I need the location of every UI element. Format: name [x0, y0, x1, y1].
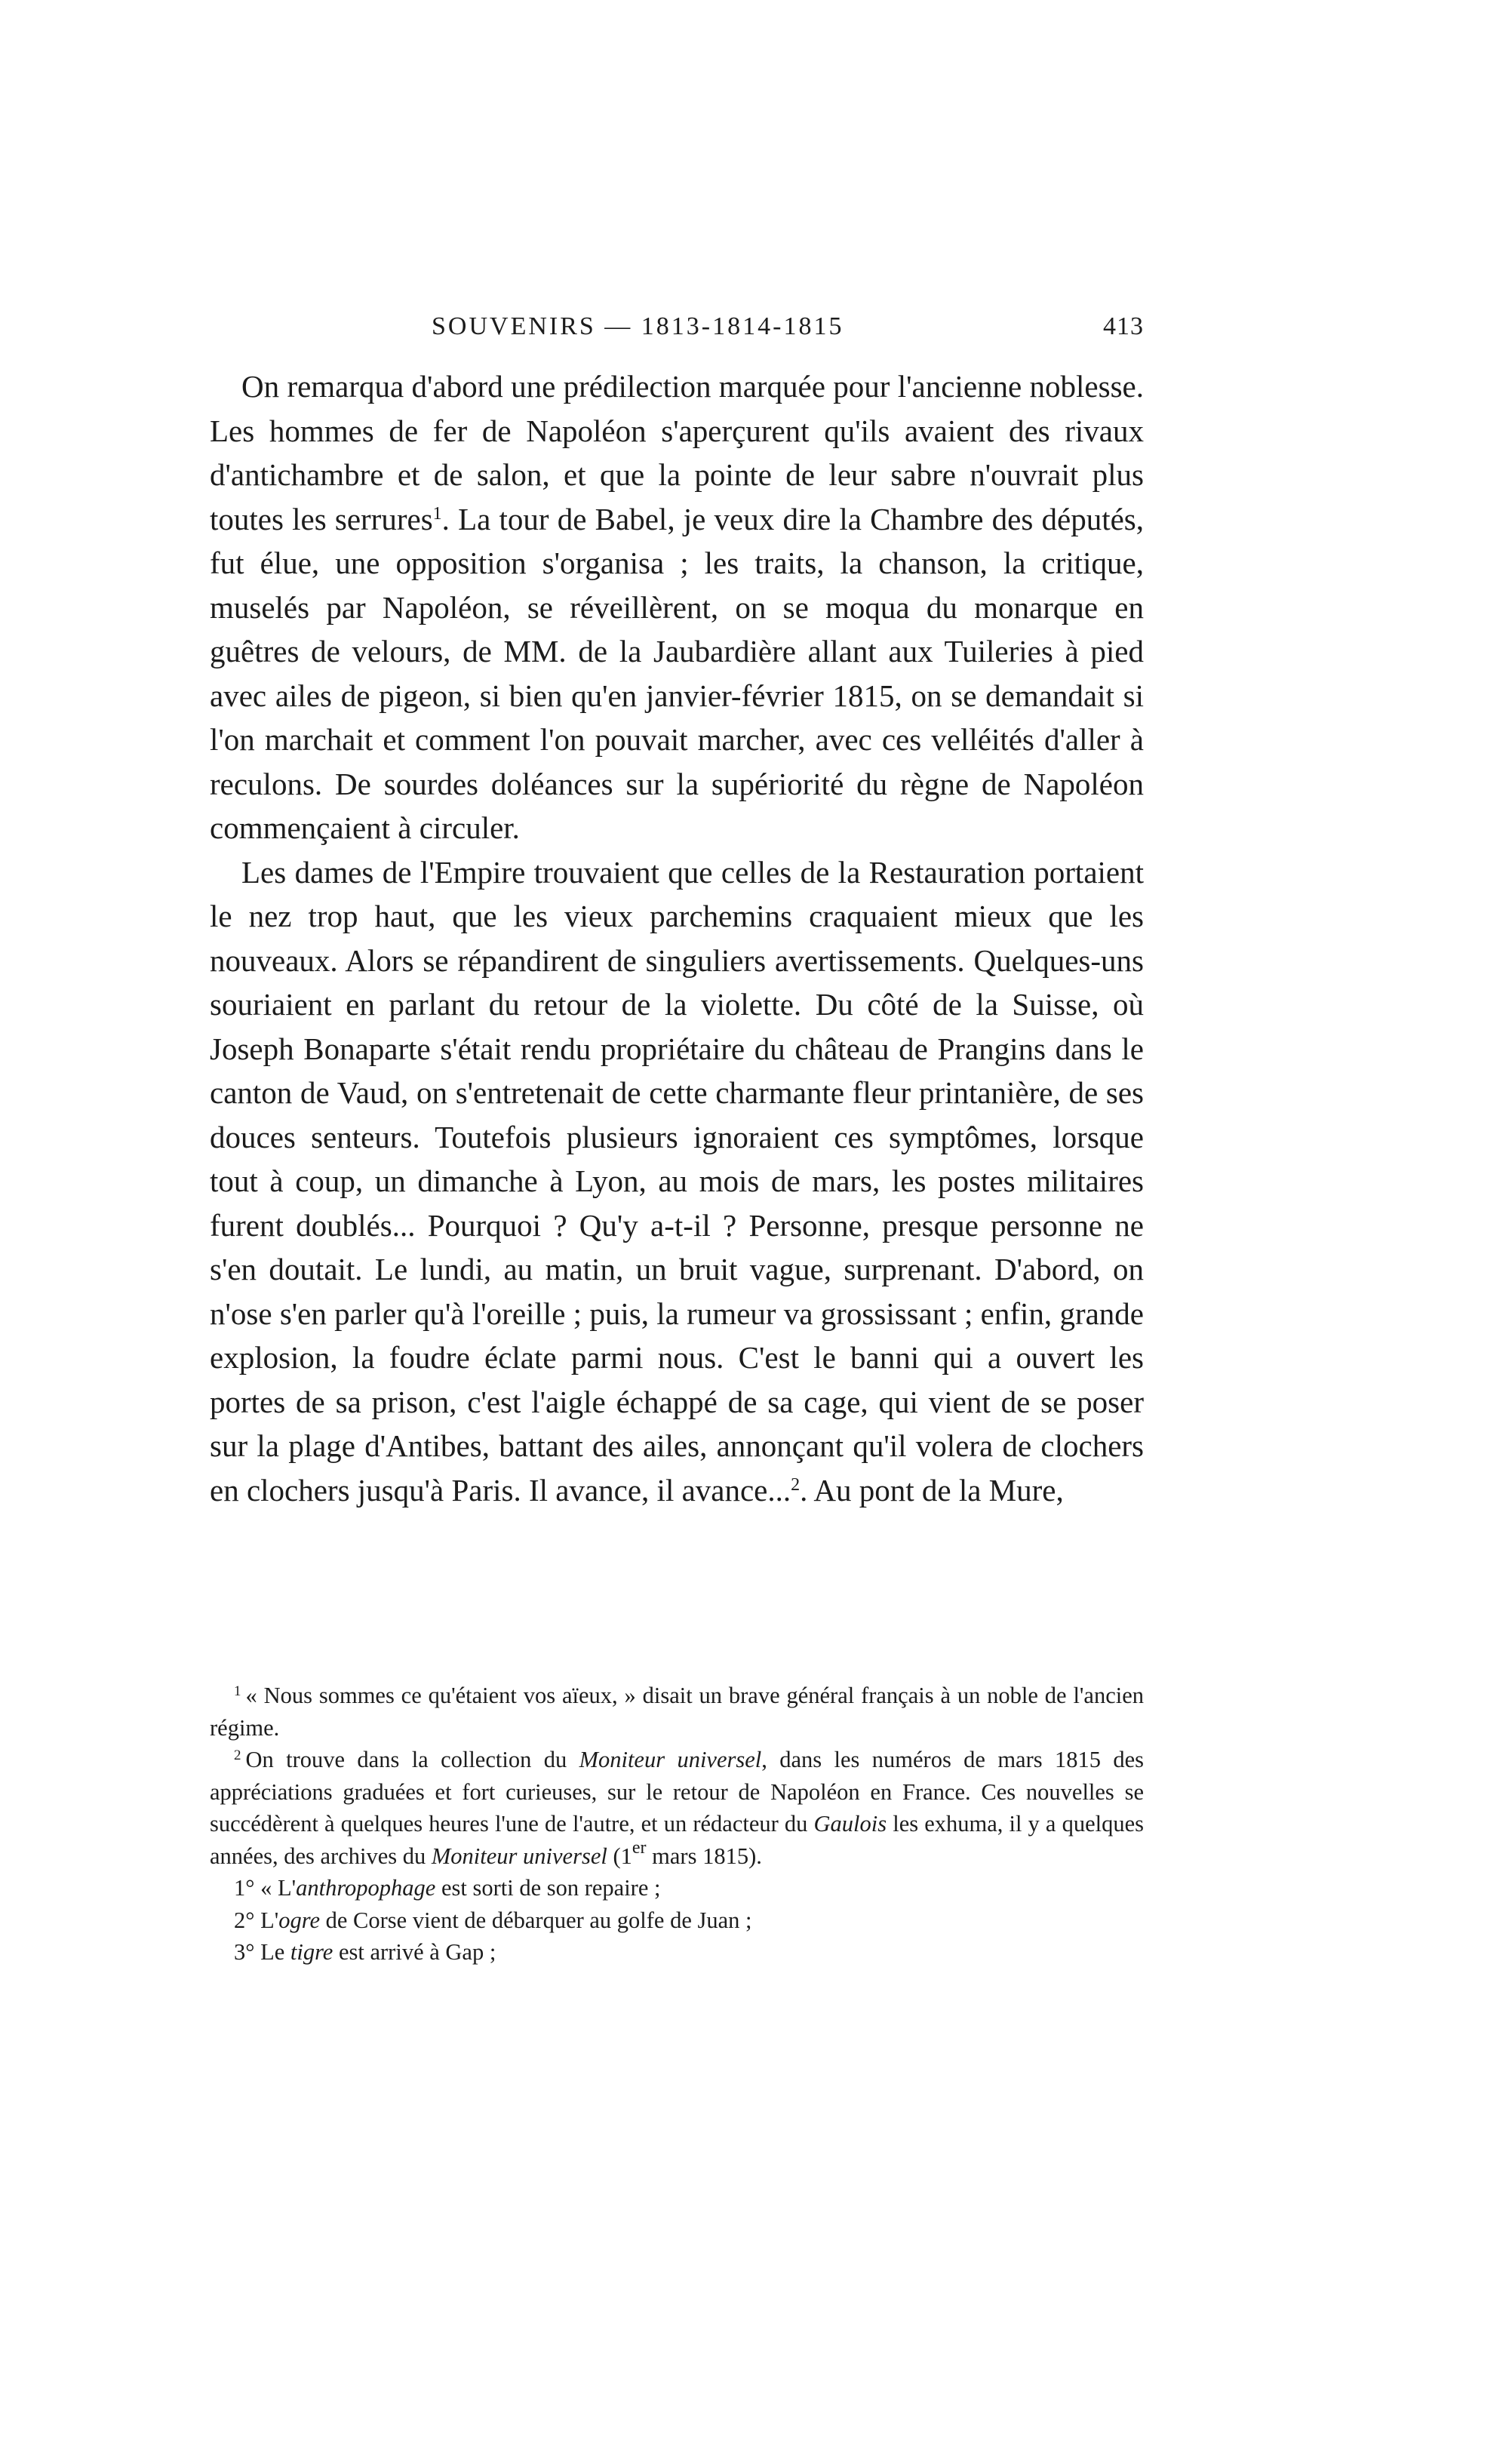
list-number: 3°	[234, 1939, 255, 1965]
footnote-text: les exhuma, il y a quelques années, des archives du	[210, 1811, 1144, 1869]
footnote-italic: Moniteur universel	[431, 1843, 607, 1869]
list-text: est arrivé à Gap ;	[333, 1939, 496, 1965]
list-text: Le	[260, 1939, 290, 1965]
footnote-reference: 1	[432, 503, 442, 524]
footnote-2	[210, 1744, 1144, 1872]
footnotes	[210, 1680, 1144, 1969]
footnote-reference: 2	[791, 1474, 801, 1495]
page-header	[210, 308, 1144, 353]
page-number: 413	[1103, 312, 1144, 340]
footnote-text: On trouve dans la collection du	[245, 1747, 579, 1772]
list-text: L'	[260, 1907, 279, 1933]
footnote-text: (1	[607, 1843, 632, 1869]
list-italic: ogre	[278, 1907, 320, 1933]
footnote-list-item	[210, 1936, 1144, 1969]
list-text: de Corse vient de débarquer au golfe de Juan ;	[320, 1907, 752, 1933]
paragraph-text: . La tour de Babel, je veux dire la Chambre des députés, fut élue, une opposition s'organisa ; les traits, la chanson, la critique, muselés par Napoléon, se réveillèrent, on se moqua du monarque en guêtres de velours, de MM. de la Jaubardière allant aux Tuileries à pied avec ailes de pigeon, si bien qu'en janvier-février 1815, on se demandait si l'on marchait et comment l'on pouvait marcher, avec ces velléités d'aller à reculons. De sourdes doléances sur la supériorité du règne de Napoléon commençaient à circuler.	[210, 501, 1145, 845]
footnote-marker: 1	[234, 1683, 241, 1699]
list-italic: anthropophage	[296, 1875, 436, 1901]
paragraph-text: On remarqua d'abord une prédilection marquée pour l'ancienne noblesse. Les hommes de fer de Napoléon s'aperçurent qu'ils avaient des rivaux d'antichambre et de salon, et que la pointe de leur sabre n'ouvrait plus toutes les serrures	[210, 369, 1144, 536]
footnote-1	[210, 1680, 1144, 1744]
footnote-italic: Gaulois	[813, 1811, 887, 1837]
paragraph	[210, 364, 1144, 850]
footnote-list-item	[210, 1904, 1144, 1937]
footnote-list-item	[210, 1872, 1144, 1904]
list-number: 2°	[234, 1907, 255, 1933]
paragraph-text: Les dames de l'Empire trouvaient que celles de la Restauration portaient le nez trop haut, que les vieux parchemins craquaient mieux que les nouveaux. Alors se répandirent de singuliers avertissements. Quelques-uns souriaient en parlant du retour de la violette. Du côté de la Suisse, où Joseph Bonaparte s'était rendu propriétaire du château de Prangins dans le canton de Vaud, on s'entretenait de cette charmante fleur printanière, de ses douces senteurs. Toutefois plusieurs ignoraient ces symptômes, lorsque tout à coup, un dimanche à Lyon, au mois de mars, les postes militaires furent doublés... Pourquoi ? Qu'y a-t-il ? Personne, presque personne ne s'en doutait. Le lundi, au matin, un bruit vague, surprenant. D'abord, on n'ose s'en parler qu'à l'oreille ; puis, la rumeur va grossissant ; enfin, grande explosion, la foudre éclate parmi nous. C'est le banni qui a ouvert les portes de sa prison, c'est l'aigle échappé de sa cage, qui vient de se poser sur la plage d'Antibes, battant des ailes, annonçant qu'il volera de clochers en clochers jusqu'à Paris. Il avance, il avance...	[210, 854, 1144, 1508]
footnote-text: , dans les numéros de mars 1815 des appréciations graduées et fort curieuses, sur le retour de Napoléon en France. Ces nouvelles se succédèrent à quelques heures l'une de l'autre, et un rédacteur du	[210, 1747, 1145, 1837]
list-number: 1°	[234, 1875, 255, 1901]
list-italic: tigre	[290, 1939, 333, 1965]
list-text: « L'	[260, 1875, 297, 1901]
list-text: est sorti de son repaire ;	[435, 1875, 661, 1901]
running-title: SOUVENIRS — 1813-1814-1815	[432, 312, 844, 340]
main-text	[210, 364, 1144, 1512]
footnote-italic: Moniteur universel	[579, 1747, 762, 1772]
footnote-text: mars 1815).	[646, 1843, 762, 1869]
paragraph	[210, 850, 1144, 1513]
footnote-text: « Nous sommes ce qu'étaient vos aïeux, » disait un brave général français à un noble de l'ancien régime.	[210, 1683, 1144, 1741]
paragraph-text: . Au pont de la Mure,	[800, 1472, 1064, 1508]
footnote-marker: 2	[234, 1747, 241, 1763]
footnote-list	[210, 1872, 1144, 1969]
footnote-superscript: er	[632, 1837, 647, 1858]
